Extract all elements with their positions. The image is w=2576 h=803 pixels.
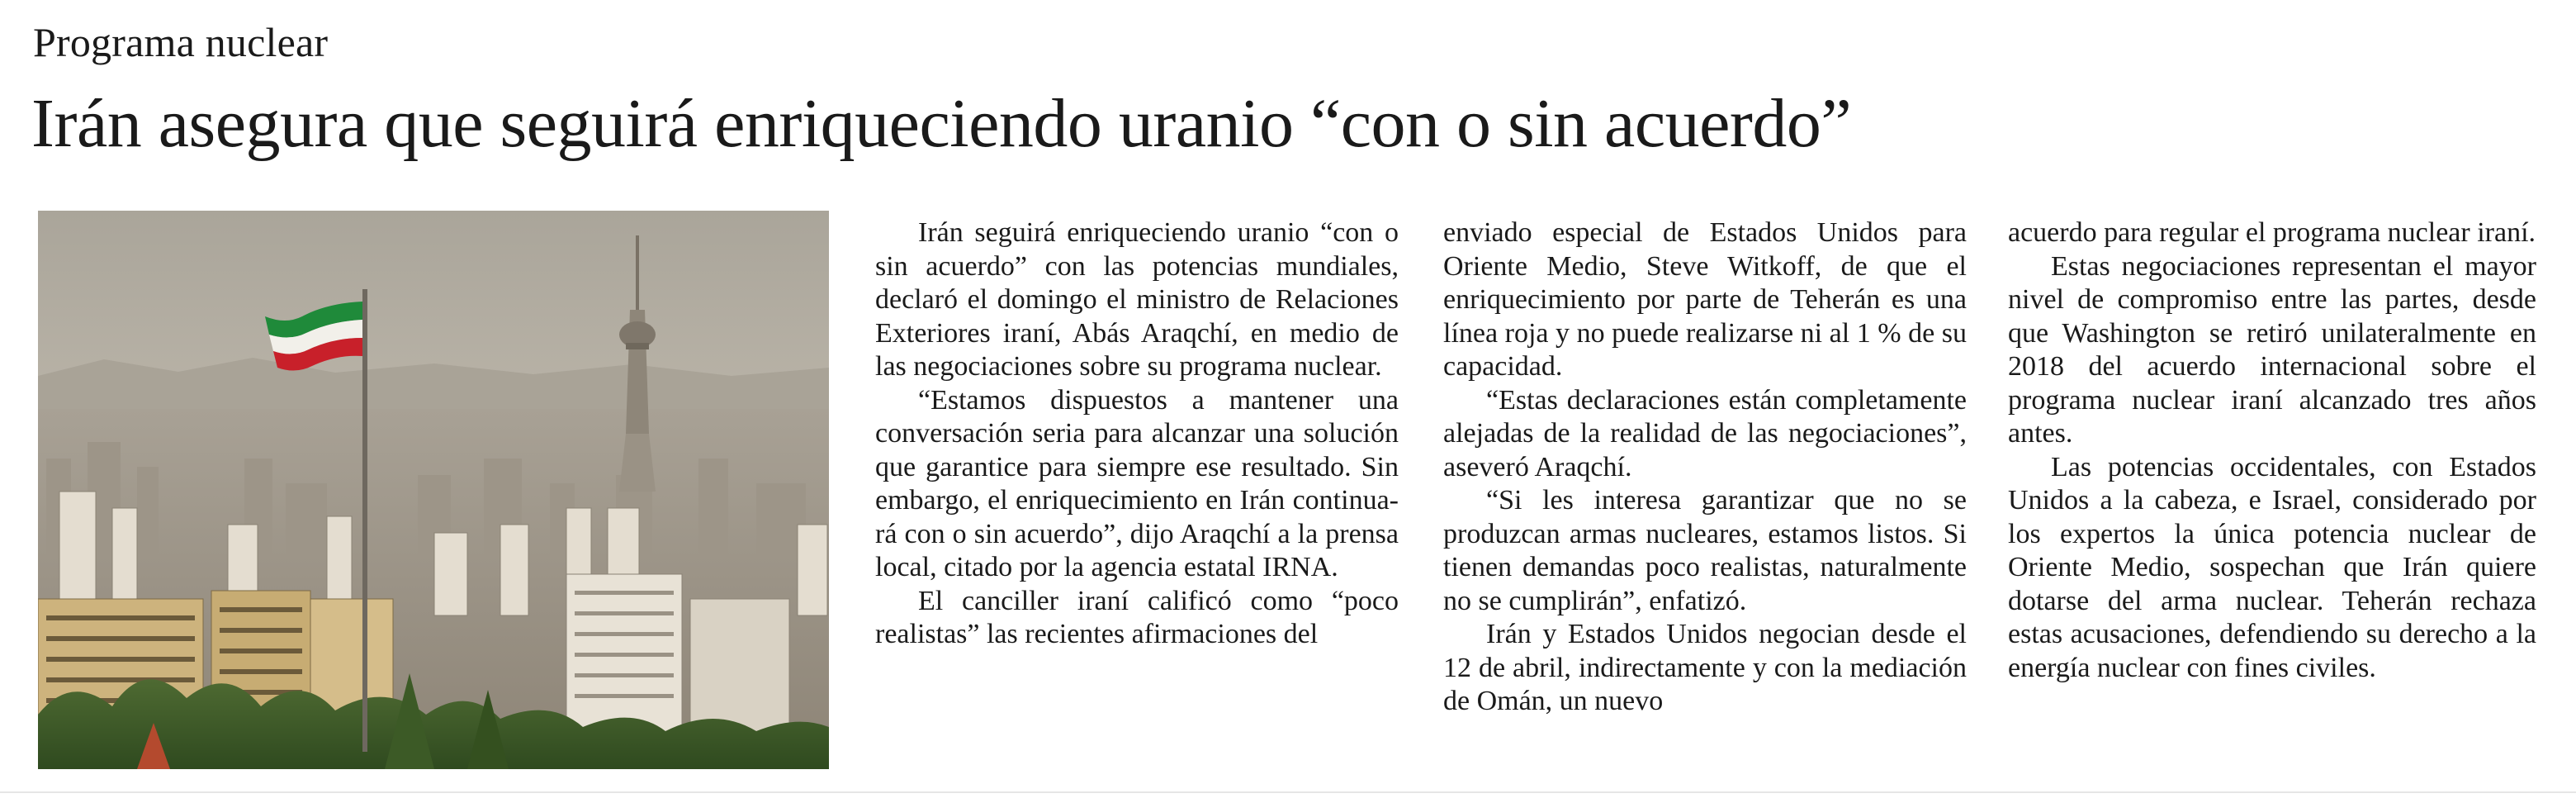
paragraph: “Si les interesa garantizar que no se produzcan armas nucleares, estamos listos. Si tienen demandas poco realistas, naturalmente no se cumplirán”, enfatizó. <box>1443 485 1967 616</box>
paragraph: acuerdo para regular el programa nuclear iraní. <box>2008 217 2536 248</box>
paragraph: “Estas declaraciones están completamente alejadas de la realidad de las negociaciones”, aseveró Araqchí. <box>1443 384 1967 482</box>
text-column-2 <box>1443 216 1967 719</box>
article-photo <box>38 211 829 769</box>
section-label: Programa nuclear <box>33 19 329 65</box>
text-column-3 <box>2008 216 2536 685</box>
paragraph: El canciller iraní calificó como “poco realistas” las recientes afirmaciones del <box>875 585 1399 649</box>
paragraph: Las potencias occidentales, con Estados Unidos a la cabeza, e Israel, considerado por los expertos la única potencia nuclear de Oriente Medio, sospechan que Irán quiere dotarse del arma nuclear. Teherán rechaza estas acusaciones, defendiendo su derecho a la energía nuclear con fines civiles. <box>2008 451 2536 683</box>
page-divider <box>0 791 2576 793</box>
paragraph: Irán y Estados Unidos negocian desde el 12 de abril, indirectamente y con la mediación de Omán, un nuevo <box>1443 619 1967 716</box>
paragraph: Estas negociaciones representan el mayor nivel de compromiso entre las partes, desde que Washington se retiró unilateralmente en 2018 del acuerdo internacional sobre el programa nuclear iraní alcanzado tres años antes. <box>2008 250 2536 449</box>
paragraph: “Estamos dispuestos a mantener una conversación seria para alcanzar una solución que garantice para siempre ese resultado. Sin embargo, el enriquecimiento en Irán continuará con o sin acuerdo”, dijo Araqchí a la prensa local, citado por la agencia estatal IRNA. <box>875 384 1399 582</box>
text-column-1 <box>875 216 1399 652</box>
paragraph: enviado especial de Estados Unidos para Oriente Medio, Steve Witkoff, de que el enriquecimiento por parte de Teherán es una línea roja y no puede realizarse ni al 1 % de su capacidad. <box>1443 217 1967 382</box>
paragraph: Irán seguirá enriqueciendo uranio “con o sin acuerdo” con las potencias mundiales, declaró el domingo el ministro de Relaciones Exteriores iraní, Abás Araqchí, en medio de las negociaciones sobre su programa nuclear. <box>875 217 1399 382</box>
article-headline: Irán asegura que seguirá enriqueciendo uranio “con o sin acuerdo” <box>31 85 1852 162</box>
